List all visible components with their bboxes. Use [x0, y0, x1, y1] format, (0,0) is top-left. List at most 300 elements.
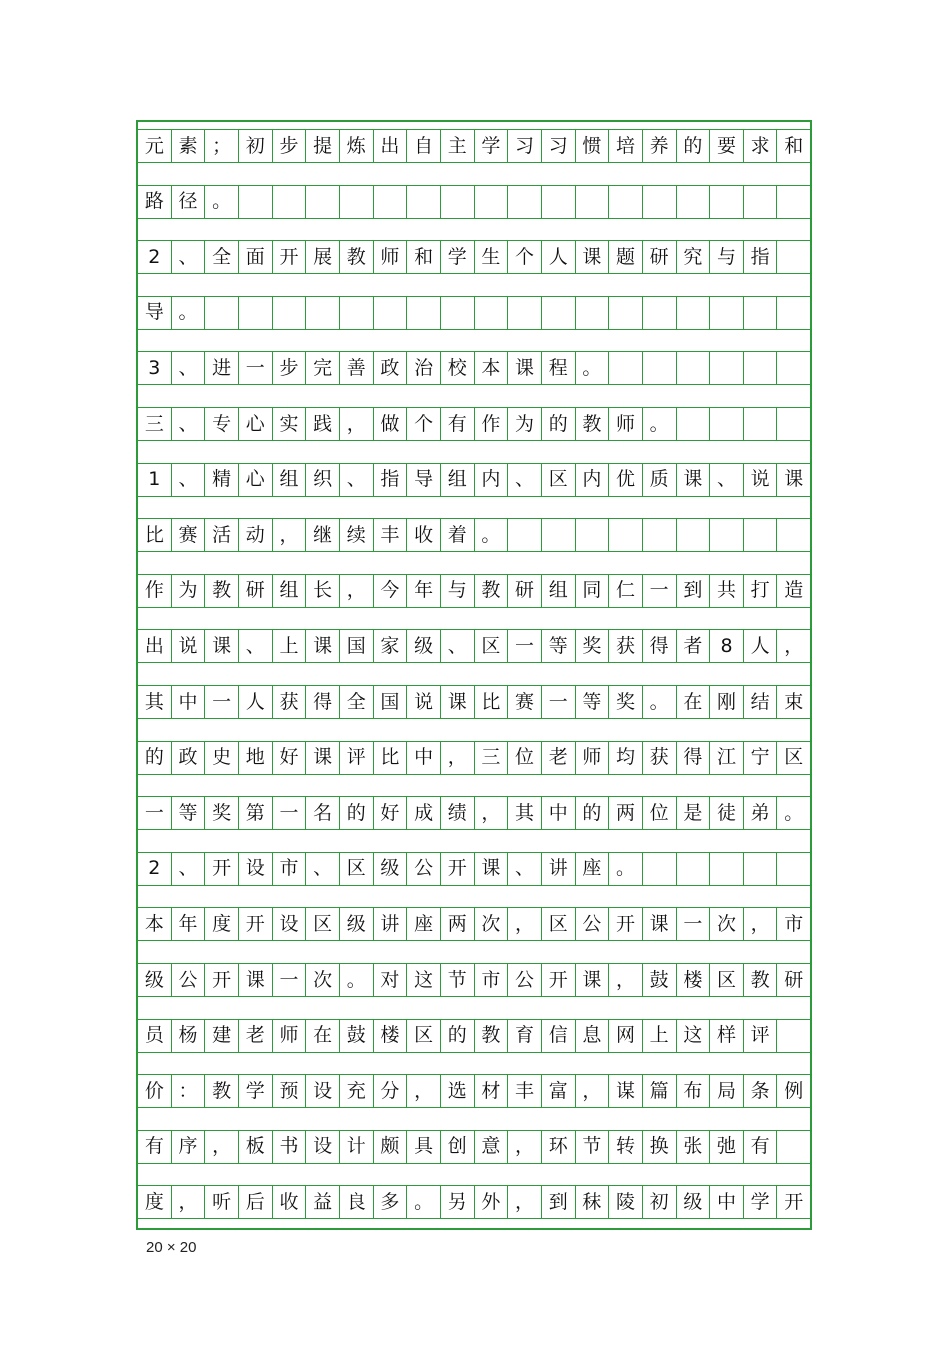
grid-cell	[542, 519, 576, 551]
grid-cell: 学	[744, 1186, 778, 1218]
grid-cell: 课	[475, 853, 509, 885]
grid-cell: 教	[475, 1020, 509, 1052]
grid-cell: 中	[542, 797, 576, 829]
grid-cell: ，	[784, 634, 804, 657]
grid-cell: ，	[172, 1186, 206, 1218]
grid-cell: 样	[710, 1020, 744, 1052]
grid-cell: 富	[542, 1075, 576, 1107]
grid-cell: 价	[138, 1075, 172, 1107]
grid-cell: 着	[441, 519, 475, 551]
grid-cell: ，	[744, 908, 778, 940]
grid-cell: 中	[710, 1186, 744, 1218]
grid-cell	[744, 853, 778, 885]
grid-cell: 。	[784, 801, 804, 824]
grid-cell: 设	[306, 1131, 340, 1163]
grid-cell: 师	[576, 742, 610, 774]
grid-cell: 市	[475, 964, 509, 996]
grid-cells	[138, 240, 810, 274]
grid-cell: 开	[205, 853, 239, 885]
grid-cell: 员	[138, 1020, 172, 1052]
grid-cell: 中	[407, 742, 441, 774]
grid-cell: 实	[273, 408, 307, 440]
grid-cell: 课	[306, 742, 340, 774]
grid-cell: 质	[643, 464, 677, 496]
grid-cell: 次	[306, 964, 340, 996]
grid-cell: 课	[643, 908, 677, 940]
grid-cell: 。	[407, 1186, 441, 1218]
grid-cells	[138, 518, 810, 552]
grid-row	[138, 178, 810, 234]
grid-cell: 序	[172, 1131, 206, 1163]
grid-cell: 获	[609, 630, 643, 662]
grid-cell: 求	[744, 130, 778, 162]
grid-cell: 开	[441, 853, 475, 885]
grid-cell: 步	[273, 130, 307, 162]
grid-row	[138, 1012, 810, 1068]
grid-cell: 和	[407, 241, 441, 273]
grid-cell: 陵	[609, 1186, 643, 1218]
grid-cell: 完	[306, 352, 340, 384]
grid-cell: 多	[374, 1186, 408, 1218]
grid-cell: 老	[239, 1020, 273, 1052]
grid-cell: 人	[744, 630, 778, 662]
grid-cell: 培	[609, 130, 643, 162]
grid-cell: 课	[508, 352, 542, 384]
grid-cell: ，	[576, 1075, 610, 1107]
grid-cell: 2	[138, 853, 172, 885]
grid-cell	[609, 352, 643, 384]
grid-row	[138, 233, 810, 289]
grid-cell: 政	[374, 352, 408, 384]
grid-cell: 政	[172, 742, 206, 774]
grid-cell: 充	[340, 1075, 374, 1107]
grid-cell: 。	[205, 186, 239, 218]
grid-cell: 节	[576, 1131, 610, 1163]
grid-size-label: 20 × 20	[146, 1239, 197, 1256]
grid-cell: 中	[172, 686, 206, 718]
grid-cell	[542, 297, 576, 329]
grid-cell: 市	[273, 853, 307, 885]
grid-cell: 公	[407, 853, 441, 885]
grid-cell: 心	[239, 408, 273, 440]
grid-cell: 全	[205, 241, 239, 273]
grid-cells	[138, 907, 810, 941]
grid-cell: 等	[576, 686, 610, 718]
grid-cell: 其	[508, 797, 542, 829]
grid-cell	[205, 297, 239, 329]
grid-cell: 获	[273, 686, 307, 718]
grid-cell	[643, 519, 677, 551]
grid-cell: 公	[508, 964, 542, 996]
grid-cells	[138, 1074, 810, 1108]
grid-cell: 研	[643, 241, 677, 273]
grid-cell: 的	[542, 408, 576, 440]
grid-cell: 。	[609, 853, 643, 885]
grid-cell: 丰	[508, 1075, 542, 1107]
grid-cell: 布	[677, 1075, 711, 1107]
grid-cell: 年	[172, 908, 206, 940]
grid-cell: 级	[138, 964, 172, 996]
grid-row	[138, 845, 810, 901]
grid-cell: 三	[475, 742, 509, 774]
grid-cell: 进	[205, 352, 239, 384]
grid-cell: 区	[542, 908, 576, 940]
grid-cell: 、	[508, 853, 542, 885]
grid-cell: 2	[138, 241, 172, 273]
grid-cell: 级	[374, 853, 408, 885]
grid-cell	[744, 297, 778, 329]
grid-cell	[475, 297, 509, 329]
grid-cell	[407, 186, 441, 218]
grid-cell: 课	[576, 241, 610, 273]
grid-cell: 、	[306, 853, 340, 885]
grid-cell: 地	[239, 742, 273, 774]
grid-cell: ，	[407, 1075, 441, 1107]
grid-cell: 区	[475, 630, 509, 662]
grid-cell	[643, 352, 677, 384]
grid-cell: 心	[239, 464, 273, 496]
grid-cell	[576, 519, 610, 551]
grid-cell: 做	[374, 408, 408, 440]
grid-cell: ，	[609, 964, 643, 996]
grid-cell: 级	[340, 908, 374, 940]
grid-cell	[508, 519, 542, 551]
grid-cell	[777, 853, 810, 885]
grid-cell	[643, 853, 677, 885]
grid-cell: 在	[306, 1020, 340, 1052]
grid-cell: 国	[374, 686, 408, 718]
grid-cell: 徒	[710, 797, 744, 829]
grid-cell: 好	[273, 742, 307, 774]
grid-cell: 成	[407, 797, 441, 829]
grid-cell: 益	[306, 1186, 340, 1218]
grid-cell: 导	[407, 464, 441, 496]
grid-cell: 仁	[609, 575, 643, 607]
grid-cell: 师	[609, 408, 643, 440]
grid-cell: 研	[239, 575, 273, 607]
grid-cell: 获	[643, 742, 677, 774]
grid-cell: 为	[172, 575, 206, 607]
grid-row	[138, 567, 810, 623]
grid-cell: 意	[475, 1131, 509, 1163]
grid-cell: 说	[407, 686, 441, 718]
grid-cell: 宁	[744, 742, 778, 774]
grid-cell: 的	[138, 742, 172, 774]
grid-row	[138, 789, 810, 845]
grid-cell: 位	[508, 742, 542, 774]
grid-cell	[508, 186, 542, 218]
grid-cell: 一	[273, 964, 307, 996]
grid-cell: 今	[374, 575, 408, 607]
grid-cell	[777, 241, 810, 273]
grid-cell: 听	[205, 1186, 239, 1218]
grid-cell: 位	[643, 797, 677, 829]
grid-cell: 组	[542, 575, 576, 607]
grid-cell	[475, 186, 509, 218]
grid-cell: 好	[374, 797, 408, 829]
grid-cell: 例	[784, 1079, 804, 1102]
grid-cell: 研	[784, 968, 804, 991]
grid-cell: 步	[273, 352, 307, 384]
grid-cell: 赛	[508, 686, 542, 718]
grid-cell: ，	[441, 742, 475, 774]
grid-cell: 、	[172, 241, 206, 273]
grid-cell: 、	[172, 408, 206, 440]
grid-cell	[407, 297, 441, 329]
grid-cell: 收	[273, 1186, 307, 1218]
grid-cell	[441, 186, 475, 218]
grid-cell: 书	[273, 1131, 307, 1163]
grid-cell: 鼓	[340, 1020, 374, 1052]
grid-cell: 公	[576, 908, 610, 940]
grid-cell: 刚	[710, 686, 744, 718]
grid-cell: 选	[441, 1075, 475, 1107]
grid-cell: 换	[643, 1131, 677, 1163]
grid-cell: 个	[407, 408, 441, 440]
grid-cell: 材	[475, 1075, 509, 1107]
grid-cell	[306, 186, 340, 218]
grid-cell: 惯	[576, 130, 610, 162]
grid-cell	[777, 186, 810, 218]
grid-cell: 课	[441, 686, 475, 718]
grid-cell	[576, 186, 610, 218]
grid-cell	[576, 297, 610, 329]
grid-cell: 的	[441, 1020, 475, 1052]
grid-cell: 与	[441, 575, 475, 607]
grid-row	[138, 289, 810, 345]
grid-row	[138, 1123, 810, 1179]
grid-cell: 得	[306, 686, 340, 718]
grid-cell: 一	[643, 575, 677, 607]
grid-cell: 组	[441, 464, 475, 496]
grid-cell: 、	[172, 352, 206, 384]
grid-cell: 外	[475, 1186, 509, 1218]
grid-cell: 课	[784, 468, 804, 491]
grid-cells	[138, 1130, 810, 1164]
grid-cell	[609, 186, 643, 218]
grid-row	[138, 900, 810, 956]
grid-cell: 动	[239, 519, 273, 551]
grid-cell: 座	[576, 853, 610, 885]
grid-cell	[374, 297, 408, 329]
grid-cell	[777, 408, 810, 440]
grid-cell: 。	[475, 519, 509, 551]
grid-cell: 展	[306, 241, 340, 273]
grid-cell: 学	[239, 1075, 273, 1107]
grid-cell: 内	[475, 464, 509, 496]
grid-cell: 说	[172, 630, 206, 662]
grid-cell: 家	[374, 630, 408, 662]
grid-cell	[643, 297, 677, 329]
grid-cell: 楼	[677, 964, 711, 996]
grid-cell: ，	[340, 408, 374, 440]
grid-cell: 。	[172, 297, 206, 329]
grid-cell: ：	[172, 1075, 206, 1107]
grid-cell: 后	[239, 1186, 273, 1218]
grid-cell: 条	[744, 1075, 778, 1107]
grid-cell: 说	[744, 464, 778, 496]
grid-cell	[710, 853, 744, 885]
grid-cell: ，	[340, 575, 374, 607]
grid-cell: 两	[441, 908, 475, 940]
grid-cell: 一	[508, 630, 542, 662]
grid-cell: 上	[273, 630, 307, 662]
grid-cell: 次	[475, 908, 509, 940]
grid-cell: 出	[138, 630, 172, 662]
grid-cell: 造	[784, 579, 804, 602]
grid-cell	[710, 519, 744, 551]
grid-cell: 养	[643, 130, 677, 162]
grid-cell: 市	[784, 912, 804, 935]
grid-row	[138, 622, 810, 678]
grid-cell: 教	[205, 575, 239, 607]
grid-cell: 年	[407, 575, 441, 607]
grid-cell: 作	[138, 575, 172, 607]
grid-cell	[677, 519, 711, 551]
grid-cell	[677, 408, 711, 440]
grid-cell: 人	[239, 686, 273, 718]
grid-cell	[677, 186, 711, 218]
grid-cell: ，	[273, 519, 307, 551]
grid-cell: 国	[340, 630, 374, 662]
grid-cell: 径	[172, 186, 206, 218]
grid-cell: 上	[643, 1020, 677, 1052]
grid-cell: 计	[340, 1131, 374, 1163]
grid-cell	[744, 352, 778, 384]
grid-cell: 局	[710, 1075, 744, 1107]
grid-cell: 信	[542, 1020, 576, 1052]
grid-cell: 江	[710, 742, 744, 774]
grid-cells	[138, 1185, 810, 1219]
grid-cell: 到	[677, 575, 711, 607]
grid-cell: 生	[475, 241, 509, 273]
grid-cell: 度	[205, 908, 239, 940]
grid-cell: ，	[508, 1131, 542, 1163]
grid-cell: 得	[643, 630, 677, 662]
grid-cells	[138, 741, 810, 775]
grid-cell: 史	[205, 742, 239, 774]
grid-cell: 。	[643, 686, 677, 718]
grid-cell: 本	[475, 352, 509, 384]
grid-cell: 究	[677, 241, 711, 273]
grid-cell: 一	[273, 797, 307, 829]
grid-cells	[138, 852, 810, 886]
grid-cells	[138, 407, 810, 441]
grid-row	[138, 456, 810, 512]
grid-cell: 比	[138, 519, 172, 551]
grid-cell: 网	[609, 1020, 643, 1052]
grid-cell: 这	[677, 1020, 711, 1052]
grid-cell: 践	[306, 408, 340, 440]
grid-row	[138, 678, 810, 734]
grid-cells	[138, 685, 810, 719]
grid-row	[138, 344, 810, 400]
grid-cell: 活	[205, 519, 239, 551]
grid-cell: 优	[609, 464, 643, 496]
grid-cell: 的	[576, 797, 610, 829]
grid-cell: 设	[239, 853, 273, 885]
grid-cell: 环	[542, 1131, 576, 1163]
grid-cell: 创	[441, 1131, 475, 1163]
grid-cell: 一	[239, 352, 273, 384]
grid-cell: 息	[576, 1020, 610, 1052]
grid-cell: 讲	[374, 908, 408, 940]
grid-cell	[777, 1131, 810, 1163]
grid-cell: 等	[172, 797, 206, 829]
grid-cell	[710, 352, 744, 384]
grid-cell: 开	[239, 908, 273, 940]
grid-cell: 、	[172, 464, 206, 496]
grid-cells	[138, 351, 810, 385]
grid-cell	[508, 297, 542, 329]
grid-cell: 人	[542, 241, 576, 273]
grid-cell: 其	[138, 686, 172, 718]
grid-cell	[542, 186, 576, 218]
grid-cell: 、	[172, 853, 206, 885]
grid-cell: 有	[441, 408, 475, 440]
grid-cell	[273, 297, 307, 329]
grid-cell	[609, 297, 643, 329]
grid-cells	[138, 963, 810, 997]
grid-cell: 教	[576, 408, 610, 440]
grid-cell: 织	[306, 464, 340, 496]
grid-cell	[441, 297, 475, 329]
grid-cell	[273, 186, 307, 218]
grid-cell: 设	[273, 908, 307, 940]
grid-cell: 座	[407, 908, 441, 940]
grid-cell: 续	[340, 519, 374, 551]
grid-cell: 两	[609, 797, 643, 829]
grid-cells	[138, 1019, 810, 1053]
grid-row	[138, 122, 810, 178]
grid-cell: 共	[710, 575, 744, 607]
grid-cell: 设	[306, 1075, 340, 1107]
grid-cell: 自	[407, 130, 441, 162]
grid-cell: 路	[138, 186, 172, 218]
grid-cell: 教	[340, 241, 374, 273]
grid-cell: 是	[677, 797, 711, 829]
grid-cell: 颇	[374, 1131, 408, 1163]
grid-cell	[710, 297, 744, 329]
grid-cell: 建	[205, 1020, 239, 1052]
grid-cell: 开	[609, 908, 643, 940]
grid-cell: 名	[306, 797, 340, 829]
grid-cells	[138, 629, 810, 663]
grid-cell: 区	[542, 464, 576, 496]
grid-cell: 和	[784, 134, 804, 157]
grid-cell: 出	[374, 130, 408, 162]
grid-cell	[677, 352, 711, 384]
grid-cell: 课	[239, 964, 273, 996]
grid-cell	[340, 297, 374, 329]
grid-cell: 课	[205, 630, 239, 662]
grid-cell: 初	[239, 130, 273, 162]
grid-cell: ；	[205, 130, 239, 162]
grid-cell: 谋	[609, 1075, 643, 1107]
grid-cell: 一	[205, 686, 239, 718]
grid-cell: 、	[508, 464, 542, 496]
grid-cell: 区	[340, 853, 374, 885]
grid-cell: 一	[138, 797, 172, 829]
grid-cell: 一	[677, 908, 711, 940]
grid-cell: 张	[677, 1131, 711, 1163]
grid-cell: 全	[340, 686, 374, 718]
grid-cell: 比	[374, 742, 408, 774]
grid-cell: 习	[542, 130, 576, 162]
grid-cell	[744, 408, 778, 440]
grid-cell: 弛	[710, 1131, 744, 1163]
grid-cell: 到	[542, 1186, 576, 1218]
